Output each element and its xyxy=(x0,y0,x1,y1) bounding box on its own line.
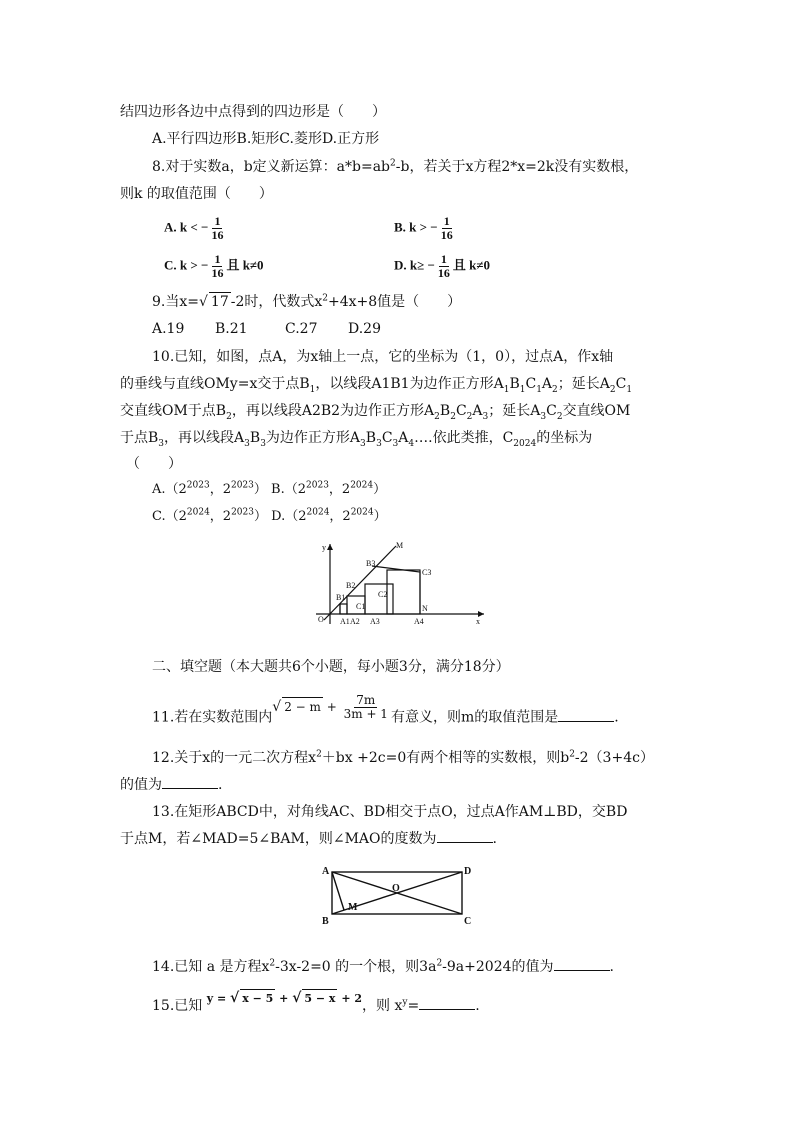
square-1 xyxy=(340,604,347,614)
q9-option-b: B.21 xyxy=(215,321,248,337)
fig-label-b1: B1 xyxy=(336,593,346,602)
q13-line2: 于点M，若∠MAD=5∠BAM，则∠MAO的度数为 . xyxy=(120,831,497,847)
q8-option-b: B. k > − $\frac{1}{16}$ xyxy=(394,214,453,242)
q9-line1: 9.当x=√ 17 -2时，代数式$x^2+4x+8$值是（ ） xyxy=(152,293,462,310)
fig-label-a4: A4 xyxy=(414,617,424,626)
q9-option-c: C.27 xyxy=(285,321,318,337)
fig-label-c: C xyxy=(464,916,472,927)
q8-line2: 则k 的取值范围（ ） xyxy=(120,186,273,202)
fig-label-m: M xyxy=(348,902,358,913)
fig-label-d: D xyxy=(464,866,472,877)
q7-options: A.平行四边形B.矩形C.菱形D.正方形 xyxy=(152,131,380,147)
fig-label-n: N xyxy=(422,604,428,613)
q10-line5: （ ） xyxy=(126,456,182,472)
square-3 xyxy=(365,584,393,614)
q10-line3: 交直线OM于点$B_2$，再以线段A2B2为边作正方形$A_2B_2C_2A_3$；延长$A_3C_2$交直线OM xyxy=(120,403,631,422)
q13-line1: 13.在矩形ABCD中，对角线AC、BD相交于点O，过点A作AM⊥BD，交BD xyxy=(152,804,628,820)
q8-option-c: C. k > − $\frac{1}{16}$ 且 k≠0 xyxy=(164,252,264,280)
q12-line2: 的值为 . xyxy=(120,777,223,793)
fig-label-y: y xyxy=(322,543,326,552)
q10-line2: 的垂线与直线OMy=x交于点$B_1$，以线段A1B1为边作正方形$A_1B_1C_1A_2$；延长$A_2C_1$ xyxy=(120,376,633,395)
q11-line: 11.若在实数范围内√ 2 − m + $\frac{7m}{3m + 1}$ 有意义，则m的取值范围是 . xyxy=(152,693,619,726)
rectangle-figure xyxy=(318,860,478,930)
q10-options-cd: $C.(2^{2024}$，$2^{2023}$） $D.(2^{2024}$，$2^{2024}$） xyxy=(152,507,387,524)
fig-label-x: x xyxy=(476,617,480,626)
section2-heading: 二、填空题（本大题共6个小题，每小题3分，满分18分） xyxy=(152,659,510,675)
fig-label-a3: A3 xyxy=(370,617,380,626)
fig-label-a: A xyxy=(322,866,330,877)
q10-line4: 于点$B_3$，再以线段$A_3B_3$为边作正方形$A_3B_3C_3A_4\dots$.依此类推，$C_{2024}$的坐标为 xyxy=(120,430,593,449)
squares-figure xyxy=(312,538,492,628)
q7-line1: 结四边形各边中点得到的四边形是（ ） xyxy=(120,104,386,120)
square-4 xyxy=(387,570,420,614)
q8-option-a: A. k < − $\frac{1}{16}$ xyxy=(164,214,224,242)
fig-label-c2: C2 xyxy=(378,590,388,599)
q10-options-ab: $A.(2^{2023}$，$2^{2023}$） $B.(2^{2023}$，$2^{2024}$） xyxy=(152,480,387,497)
q8-option-d: D. k≥ − $\frac{1}{16}$ 且 k≠0 xyxy=(394,252,491,280)
fig-label-m: M xyxy=(396,541,404,550)
fig-label-b: B xyxy=(322,916,329,927)
q14-line: 14.已知 a 是方程$x^2-3x-2=0$ 的一个根，则$3a^2-9a+2024$的值为 . xyxy=(152,958,614,975)
fig-label-c3: C3 xyxy=(422,568,432,577)
fig-label-b2: B2 xyxy=(346,581,356,590)
fig-label-c1: C1 xyxy=(356,602,366,611)
q12-line1: 12.关于x的一元二次方程$x^2+bx +2c=0$有两个相等的实数根，则$b^2-2(3+4c)$ xyxy=(152,749,654,766)
fig-label-a2: A2 xyxy=(350,617,360,626)
segment-am xyxy=(332,872,344,910)
fig-label-a1: A1 xyxy=(340,617,350,626)
fig-label-b3: B3 xyxy=(366,559,376,568)
q15-line: 15.已知 y = √ x − 5 + √ 5 − x + 2，则 $x^y=$ . xyxy=(152,990,480,1014)
q10-line1: 10.已知，如图，点A，为x轴上一点，它的坐标为（1，0），过点A，作x轴 xyxy=(152,349,614,365)
q8-line1: 8.对于实数a，b定义新运算：$a*b=ab^2-b$，若关于x方程2*x=2k没有实数根， xyxy=(152,158,639,175)
fig-label-o: O xyxy=(392,883,400,894)
q9-option-d: D.29 xyxy=(348,321,381,337)
fig-label-o: O xyxy=(318,615,324,624)
y-axis-arrow xyxy=(327,544,333,550)
q9-option-a: A.19 xyxy=(152,321,185,337)
